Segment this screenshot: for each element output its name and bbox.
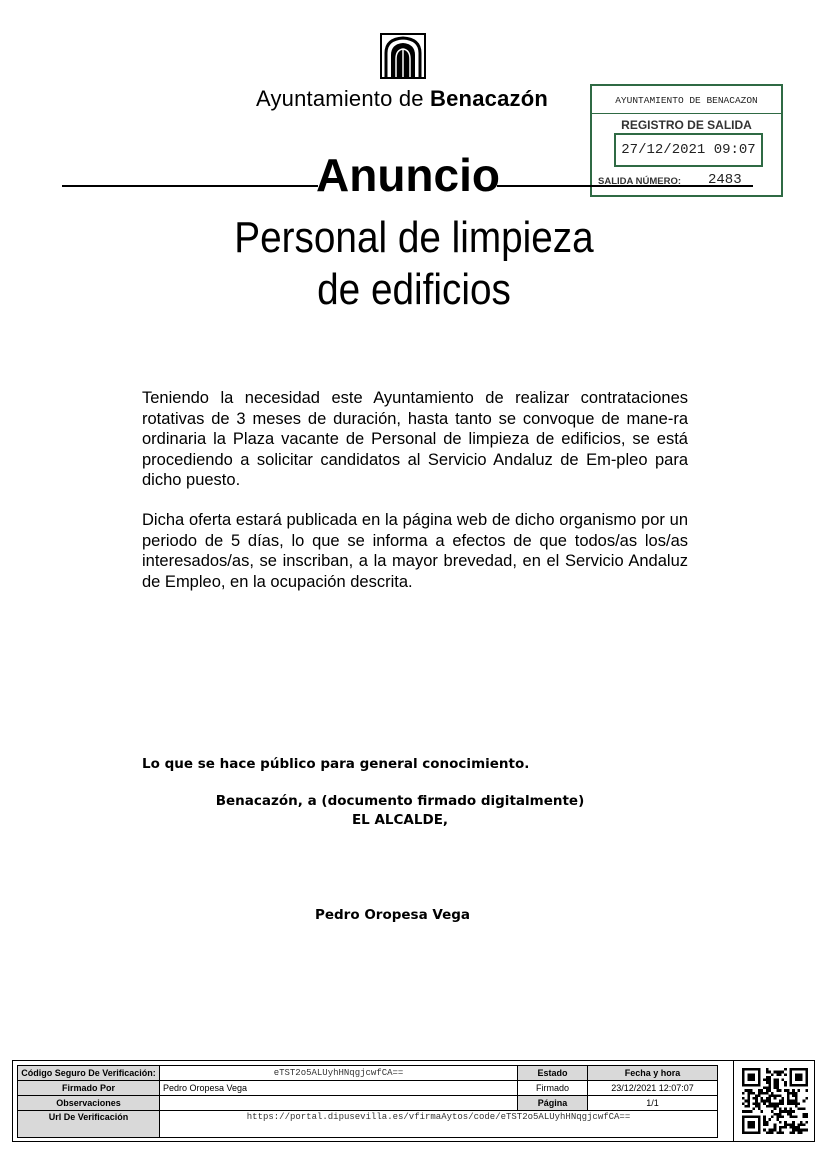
subtitle-line-1: Personal de limpieza [234,213,594,262]
stamp-title: REGISTRO DE SALIDA [621,118,752,132]
fecha-value: 23/12/2021 12:07:07 [588,1081,718,1096]
org-name: Benacazón [430,86,548,111]
table-row [18,1096,718,1111]
csv-value: eTST2o5ALUyhHNqgjcwfCA== [160,1066,518,1081]
stamp-number-label: SALIDA NÚMERO: [598,176,682,187]
subtitle-line-2: de edificios [317,265,511,314]
estado-label: Estado [518,1066,588,1081]
estado-value: Firmado [518,1081,588,1096]
table-row [18,1066,718,1081]
csv-label: Código Seguro De Verificación: [18,1066,160,1081]
table-row [18,1081,718,1096]
fecha-label: Fecha y hora [588,1066,718,1081]
page-subtitle [50,212,779,316]
observaciones-label: Observaciones [18,1096,160,1111]
signer-title: EL ALCALDE, [351,812,449,828]
place-date-line: Benacazón, a (documento firmado digitalmente) [215,793,585,809]
stamp-number: 2483 [708,172,742,188]
org-logo-text [256,86,548,112]
url-label: Url De Verificación [18,1111,160,1138]
body-paragraph-1: Teniendo la necesidad este Ayuntamiento de realizar contrataciones rotativas de 3 meses de duración, hasta tanto se convoque de mane-ra ordinaria la Plaza vacante de Personal de limpieza de edificios, se está procediendo a solicitar candidatos al Servicio Andaluz de Em-pleo para dicho puesto. [142,389,688,489]
verification-footer [12,1060,815,1142]
url-value[interactable]: https://portal.dipusevilla.es/vfirmaAytos/code/eTST2o5ALUyhHNqgjcwfCA== [160,1111,718,1138]
body-paragraph-2: Dicha oferta estará publicada en la página web de dicho organismo por un periodo de 5 días, lo que se informa a efectos de que todos/as los/as interesados/as, se inscriban, a la mayor brevedad, en el Servicio Andaluz de Empleo, en la ocupación descrita. [142,511,688,591]
observaciones-value [160,1096,518,1111]
qr-code-icon [742,1068,808,1134]
verification-table [17,1065,718,1138]
org-prefix: Ayuntamiento de [256,86,424,111]
stamp-org: AYUNTAMIENTO DE BENACAZON [615,95,758,106]
page-title: Anuncio [316,149,500,201]
arch-door-icon [380,33,426,79]
qr-divider [733,1061,734,1141]
pagina-value: 1/1 [588,1096,718,1111]
firmado-value: Pedro Oropesa Vega [160,1081,518,1096]
pagina-label: Página [518,1096,588,1111]
stamp-divider [592,113,781,114]
stamp-datetime: 27/12/2021 09:07 [614,133,763,167]
signer-name: Pedro Oropesa Vega [314,907,471,923]
table-row [18,1111,718,1138]
firmado-label: Firmado Por [18,1081,160,1096]
closing-statement: Lo que se hace público para general conocimiento. [142,756,530,772]
